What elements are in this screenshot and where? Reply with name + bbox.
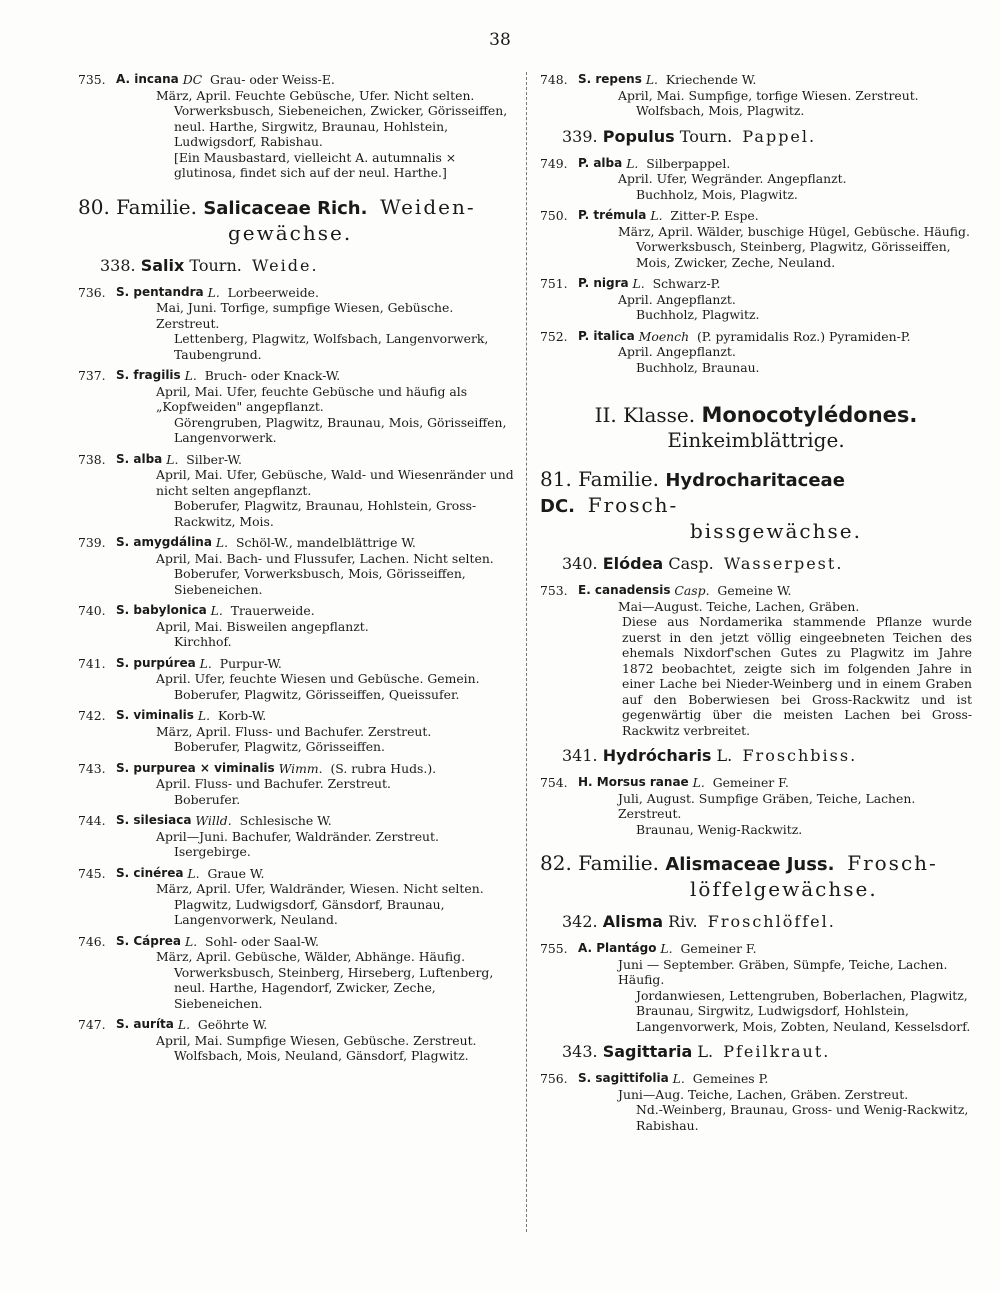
family-name: Alismaceae Juss. <box>665 854 835 875</box>
genus-heading <box>562 127 972 146</box>
species-number: 753. <box>540 583 568 598</box>
species-author: L. <box>645 72 658 87</box>
species-entry <box>540 583 972 738</box>
species-number: 756. <box>540 1071 568 1086</box>
species-heading <box>78 368 514 384</box>
species-common-name: Grau- oder Weiss-E. <box>210 72 335 87</box>
species-name: S. alba <box>116 451 163 466</box>
species-number: 736. <box>78 284 106 300</box>
species-localities: Boberufer, Plagwitz, Görisseiffen. <box>174 739 385 754</box>
species-common-name: Lorbeerweide. <box>227 284 319 300</box>
species-entry <box>78 452 514 530</box>
species-habitat: April. Fluss- und Bachufer. Zerstreut. <box>156 776 391 791</box>
species-common-name: Schöl-W., mandelblättrige W. <box>235 535 416 550</box>
species-entry <box>78 708 514 755</box>
species-name: S. pentandra <box>116 284 204 299</box>
species-common-name: Gemeiner F. <box>680 941 757 956</box>
species-name: S. cinérea <box>116 865 184 880</box>
species-name: S. sagittifolia <box>578 1071 669 1085</box>
species-habitat: März, April. Fluss- und Bachufer. Zerstreut. <box>156 723 432 739</box>
species-author: L. <box>660 941 673 956</box>
species-habitat: April, Mai. Ufer, feuchte Gebüsche und häufig als „Kopfweiden" angepflanzt. <box>156 383 468 414</box>
genus-name: Hydrócharis <box>602 746 712 765</box>
species-heading <box>78 535 514 551</box>
species-name: H. Morsus ranae <box>578 775 689 789</box>
species-heading <box>78 285 514 301</box>
species-entry <box>78 813 514 860</box>
class-german-name: Einkeimblättrige. <box>667 428 845 452</box>
species-number: 750. <box>540 208 568 223</box>
species-number: 754. <box>540 775 568 790</box>
species-author: L. <box>166 451 179 467</box>
species-heading <box>78 761 514 777</box>
species-number: 742. <box>78 708 106 723</box>
species-entry <box>78 603 514 650</box>
genus-german-name: Wasserpest. <box>723 554 844 573</box>
species-localities: Braunau, Wenig-Rackwitz. <box>636 821 803 837</box>
species-localities: Boberufer. <box>174 791 241 807</box>
species-name: A. Plantágo <box>578 941 657 955</box>
species-common-name: Purpur-W. <box>219 655 282 671</box>
genus-author: Tourn. <box>679 126 733 146</box>
species-name: E. canadensis <box>578 583 671 597</box>
species-localities: Vorwerksbusch, Steinberg, Hirseberg, Luftenberg, neul. Harthe, Hagendorf, Zwicker, Zeche, Siebeneichen. <box>174 964 494 1011</box>
species-entry <box>78 368 514 446</box>
species-entry <box>78 656 514 703</box>
species-number: 747. <box>78 1017 106 1032</box>
species-heading <box>540 276 972 292</box>
species-localities: Wolfsbach, Mois, Neuland, Gänsdorf, Plagwitz. <box>174 1048 469 1063</box>
species-habitat: März, April. Wälder, buschige Hügel, Gebüsche. Häufig. <box>618 223 970 239</box>
species-number: 737. <box>78 368 106 383</box>
genus-number: 339. <box>562 126 603 146</box>
species-number: 748. <box>540 72 568 87</box>
species-author: L. <box>184 933 198 949</box>
species-habitat: April—Juni. Bachufer, Waldränder. Zerstreut. <box>156 828 439 844</box>
species-localities: Nd.-Weinberg, Braunau, Gross- und Wenig-Rackwitz, Rabishau. <box>636 1102 969 1133</box>
species-author: L. <box>197 708 211 723</box>
left-column <box>78 72 514 1070</box>
species-habitat: April. Ufer, Wegränder. Angepflanzt. <box>618 171 847 186</box>
species-habitat: April, Mai. Bach- und Flussufer, Lachen. Nicht selten. <box>156 550 494 566</box>
family-name: Hydrocharitaceae DC. <box>540 470 845 517</box>
species-author: L. <box>215 535 229 550</box>
species-habitat: März, April. Gebüsche, Wälder, Abhänge. Häufig. <box>156 949 466 964</box>
family-label: 82. Familie. <box>540 851 666 875</box>
species-author: Casp. <box>674 583 710 598</box>
family-german-name-cont: löffelgewächse. <box>690 877 878 901</box>
genus-german-name: Pfeilkraut. <box>723 1042 831 1061</box>
genus-number: 338. <box>100 255 141 275</box>
species-habitat: März, April. Feuchte Gebüsche, Ufer. Nicht selten. <box>156 87 475 103</box>
species-entry <box>78 285 514 363</box>
species-number: 743. <box>78 760 106 776</box>
species-number: 744. <box>78 813 106 828</box>
genus-name: Alisma <box>602 912 664 931</box>
column-divider <box>526 72 527 1232</box>
species-entry <box>78 535 514 597</box>
genus-name: Populus <box>602 126 675 146</box>
species-heading <box>78 452 514 468</box>
species-common-name: Graue W. <box>207 865 265 881</box>
species-common-name: (P. pyramidalis Roz.) Pyramiden-P. <box>696 328 911 344</box>
species-entry <box>78 761 514 808</box>
species-number: 735. <box>78 72 106 87</box>
species-habitat: Juli, August. Sumpfige Gräben, Teiche, Lachen. Zerstreut. <box>618 790 916 821</box>
genus-german-name: Pappel. <box>742 126 817 146</box>
genus-heading <box>562 746 972 765</box>
species-habitat: März, April. Ufer, Waldränder, Wiesen. Nicht selten. <box>156 881 484 896</box>
species-name: P. trémula <box>578 208 647 222</box>
species-common-name: Zitter-P. Espe. <box>670 208 759 223</box>
species-habitat: April, Mai. Bisweilen angepflanzt. <box>156 618 369 634</box>
species-entry <box>540 276 972 323</box>
species-common-name: (S. rubra Huds.). <box>330 760 437 776</box>
species-heading <box>78 72 514 88</box>
genus-german-name: Weide. <box>252 255 319 275</box>
species-author: L. <box>177 1017 191 1032</box>
page-number: 38 <box>489 30 511 50</box>
genus-number: 341. <box>562 746 603 765</box>
family-heading <box>540 467 972 544</box>
species-localities: Wolfsbach, Mois, Plagwitz. <box>636 103 805 118</box>
species-number: 755. <box>540 941 568 956</box>
species-name: A. incana <box>116 72 179 86</box>
species-number: 745. <box>78 865 106 881</box>
species-common-name: Schwarz-P. <box>652 276 721 291</box>
species-heading <box>540 72 972 88</box>
species-heading <box>78 1017 514 1033</box>
species-author: L. <box>692 775 705 790</box>
species-author: Moench <box>638 328 690 344</box>
species-localities: Lettenberg, Plagwitz, Wolfsbach, Langenvorwerk, Taubengrund. <box>174 331 489 362</box>
species-heading <box>540 156 972 172</box>
species-habitat: Juni—Aug. Teiche, Lachen, Gräben. Zerstreut. <box>618 1086 909 1102</box>
family-german-name: Frosch- <box>847 851 938 875</box>
species-author: Willd. <box>195 813 232 828</box>
species-entry <box>540 72 972 119</box>
species-common-name: Trauerweide. <box>230 603 315 618</box>
species-heading <box>540 208 972 224</box>
species-name: P. nigra <box>578 276 629 290</box>
species-habitat: April. Angepflanzt. <box>618 291 736 307</box>
species-name: S. silesiaca <box>116 813 192 827</box>
species-entry <box>78 72 514 181</box>
genus-author: Casp. <box>668 554 714 573</box>
species-heading <box>78 866 514 882</box>
species-localities: Plagwitz, Ludwigsdorf, Gänsdorf, Braunau, Langenvorwerk, Neuland. <box>174 896 445 927</box>
species-habitat: April, Mai. Ufer, Gebüsche, Wald- und Wiesenränder und nicht selten angepflanzt. <box>156 467 514 498</box>
species-author: L. <box>672 1071 685 1086</box>
species-common-name: Silberpappel. <box>646 155 731 171</box>
genus-heading <box>562 1042 972 1061</box>
species-name: P. alba <box>578 155 623 170</box>
species-author: L. <box>199 655 212 671</box>
species-number: 752. <box>540 328 568 344</box>
species-heading <box>78 708 514 724</box>
species-name: S. amygdálina <box>116 535 212 549</box>
species-number: 746. <box>78 933 106 949</box>
species-heading <box>540 329 972 345</box>
species-localities: Vorwerksbusch, Siebeneichen, Zwicker, Görisseiffen, neul. Harthe, Sirgwitz, Braunau, Hohlstein, Ludwigsdorf, Rabishau. <box>174 103 508 149</box>
species-heading <box>78 656 514 672</box>
family-german-name-cont: bissgewächse. <box>690 519 862 543</box>
species-number: 749. <box>540 155 568 171</box>
species-number: 739. <box>78 535 106 550</box>
species-author: L. <box>650 208 663 223</box>
species-common-name: Gemeiner F. <box>712 775 789 790</box>
family-german-name: Weiden- <box>380 194 476 219</box>
species-localities: Görengruben, Plagwitz, Braunau, Mois, Görisseiffen, Langenvorwerk. <box>174 414 507 445</box>
right-column <box>540 72 972 1139</box>
genus-name: Salix <box>140 255 185 275</box>
species-entry <box>540 775 972 837</box>
species-common-name: Gemeines P. <box>692 1071 769 1086</box>
species-habitat: Juni — September. Gräben, Sümpfe, Teiche, Lachen. Häufig. <box>618 956 948 987</box>
species-common-name: Silber-W. <box>186 451 242 467</box>
species-name: S. fragilis <box>116 368 181 382</box>
species-heading <box>540 583 972 599</box>
species-number: 741. <box>78 655 106 671</box>
species-common-name: Bruch- oder Knack-W. <box>204 368 341 383</box>
species-localities: Vorwerksbusch, Steinberg, Plagwitz, Görisseiffen, Mois, Zwicker, Zeche, Neuland. <box>636 239 951 270</box>
species-author: L. <box>184 368 197 383</box>
species-entry <box>540 329 972 376</box>
species-heading <box>540 941 972 957</box>
species-common-name: Sohl- oder Saal-W. <box>205 933 319 949</box>
species-habitat: April. Ufer, feuchte Wiesen und Gebüsche. Gemein. <box>156 671 480 686</box>
genus-heading <box>562 554 972 573</box>
species-localities: Jordanwiesen, Lettengruben, Boberlachen, Plagwitz, Braunau, Sirgwitz, Ludwigsdorf, Hohlstein, Langenvorwerk, Mois, Zobten, Neuland, Kesselsdorf. <box>636 987 971 1034</box>
species-heading <box>540 1071 972 1087</box>
species-author: DC <box>182 72 203 87</box>
species-localities: Kirchhof. <box>174 634 232 649</box>
species-localities: Boberufer, Vorwerksbusch, Mois, Görisseiffen, Siebeneichen. <box>174 566 466 597</box>
species-entry <box>78 866 514 928</box>
family-name: Salicaceae Rich. <box>203 197 368 219</box>
species-localities: Diese aus Nordamerika stammende Pflanze wurde zuerst in den jetzt völlig eingeebneten Teichen des ehemals Nixdorf'schen Gutes zu Plagwitz im Jahre 1872 beobachtet, zeigte sich im folgenden Jahre in einer Lache bei Nieder-Weinberg und in einem Graben auf den Boberwiesen bei Gross-Rackwitz und ist gegenwärtig über die meisten Lachen bei Gross-Rackwitz verbreitet. <box>622 614 972 738</box>
species-common-name: Geöhrte W. <box>197 1017 268 1032</box>
species-common-name: Korb-W. <box>217 708 267 723</box>
genus-german-name: Froschlöffel. <box>707 912 836 931</box>
species-heading <box>540 775 972 791</box>
species-author: L. <box>626 155 639 171</box>
species-author: L. <box>210 603 223 618</box>
species-habitat: April, Mai. Sumpfige Wiesen, Gebüsche. Zerstreut. <box>156 1032 477 1048</box>
species-name: S. babylonica <box>116 603 207 617</box>
species-localities: [Ein Mausbastard, vielleicht A. autumnalis × glutinosa, findet sich auf der neul. Harthe.] <box>174 149 457 180</box>
class-heading <box>540 403 972 453</box>
species-author: Wimm. <box>278 760 323 776</box>
family-heading <box>78 195 514 246</box>
species-common-name: Gemeine W. <box>717 583 792 598</box>
species-localities: Buchholz, Plagwitz. <box>636 307 760 322</box>
species-name: S. purpurea × viminalis <box>116 760 275 775</box>
species-name: S. viminalis <box>116 708 194 722</box>
genus-heading <box>100 256 514 275</box>
genus-german-name: Froschbiss. <box>742 746 858 765</box>
species-entry <box>78 934 514 1012</box>
species-name: S. Cáprea <box>116 933 182 948</box>
genus-author: L. <box>697 1042 714 1061</box>
species-localities: Isergebirge. <box>174 844 251 859</box>
species-name: P. italica <box>578 328 635 343</box>
family-heading <box>540 851 972 902</box>
genus-heading <box>562 912 972 931</box>
species-localities: Boberufer, Plagwitz, Görisseiffen, Queissufer. <box>174 686 460 702</box>
class-name: Monocotylédones. <box>701 403 918 427</box>
species-author: L. <box>207 284 220 300</box>
species-name: S. auríta <box>116 1017 174 1031</box>
family-german-name-cont: gewächse. <box>228 220 353 245</box>
species-habitat: Mai—August. Teiche, Lachen, Gräben. <box>618 598 860 614</box>
species-author: L. <box>187 865 200 881</box>
genus-number: 340. <box>562 554 603 573</box>
species-author: L. <box>632 276 645 291</box>
genus-number: 342. <box>562 912 603 931</box>
family-label: 80. Familie. <box>78 194 204 219</box>
species-entry <box>540 1071 972 1133</box>
species-entry <box>78 1017 514 1064</box>
family-german-name: Frosch- <box>587 493 679 517</box>
species-number: 738. <box>78 451 106 467</box>
species-habitat: April, Mai. Sumpfige, torfige Wiesen. Zerstreut. <box>618 87 919 103</box>
species-name: S. repens <box>578 72 642 86</box>
genus-author: Tourn. <box>189 255 242 275</box>
species-number: 740. <box>78 603 106 618</box>
species-localities: Buchholz, Braunau. <box>636 359 760 375</box>
species-localities: Boberufer, Plagwitz, Braunau, Hohlstein, Gross-Rackwitz, Mois. <box>174 498 477 529</box>
species-common-name: Kriechende W. <box>665 72 757 87</box>
species-heading <box>78 603 514 619</box>
family-label: 81. Familie. <box>540 467 666 491</box>
genus-name: Sagittaria <box>602 1042 693 1061</box>
species-entry <box>540 941 972 1034</box>
species-heading <box>78 813 514 829</box>
species-habitat: Mai, Juni. Torfige, sumpfige Wiesen, Gebüsche. Zerstreut. <box>156 300 454 331</box>
species-name: S. purpúrea <box>116 655 196 670</box>
class-label: II. Klasse. <box>594 403 702 427</box>
genus-number: 343. <box>562 1042 603 1061</box>
genus-author: Riv. <box>668 912 698 931</box>
species-localities: Buchholz, Mois, Plagwitz. <box>636 186 798 202</box>
genus-name: Elódea <box>602 554 664 573</box>
genus-author: L. <box>716 746 733 765</box>
species-heading <box>78 934 514 950</box>
species-entry <box>540 156 972 203</box>
species-number: 751. <box>540 276 568 291</box>
species-entry <box>540 208 972 270</box>
species-habitat: April. Angepflanzt. <box>618 344 736 359</box>
species-common-name: Schlesische W. <box>239 813 332 828</box>
